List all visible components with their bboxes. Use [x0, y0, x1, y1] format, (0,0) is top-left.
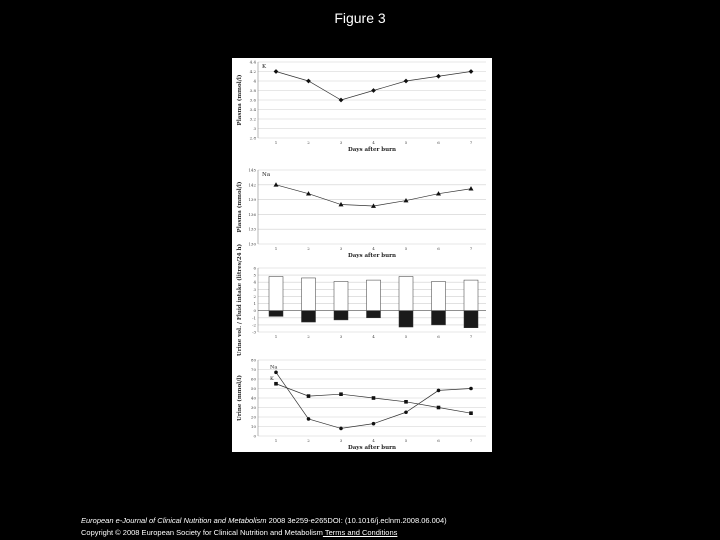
y-tick-label: 30: [250, 405, 256, 410]
x-axis-title: Days after burn: [347, 253, 397, 259]
data-point-circle: [372, 422, 376, 426]
y-tick-label: 3.8: [249, 88, 256, 93]
data-point-diamond: [469, 69, 474, 74]
figure-panel: [232, 58, 492, 452]
y-tick-label: -3: [252, 329, 256, 335]
y-tick-label: 136: [248, 211, 256, 217]
x-tick-label: 3: [339, 140, 343, 145]
y-tick-label: 70: [250, 367, 256, 372]
y-tick-label: 50: [250, 386, 256, 391]
x-tick-label: 3: [339, 246, 343, 251]
bar: [367, 311, 381, 318]
figure-caption: [81, 516, 447, 525]
y-tick-label: 3.6: [249, 97, 256, 103]
bar: [367, 280, 381, 311]
copyright-line: [81, 528, 397, 537]
x-axis-title: Days after burn: [347, 147, 397, 153]
data-point-circle: [274, 371, 278, 375]
citation-text: 2008 3e259-e265DOI: (10.1016/j.eclnm.2008.06.004): [266, 516, 447, 525]
x-tick-label: 7: [469, 334, 473, 339]
figure-charts: [232, 58, 492, 452]
x-tick-label: 4: [372, 246, 375, 251]
bar: [269, 311, 283, 317]
y-axis-title: Plasma (mmol/l): [237, 74, 243, 126]
data-point-circle: [437, 389, 441, 393]
x-tick-label: 1: [274, 140, 278, 145]
data-point-diamond: [436, 74, 441, 79]
series-line: [276, 372, 471, 428]
bar: [334, 311, 348, 320]
x-tick-label: 5: [404, 438, 408, 443]
bar: [302, 311, 316, 322]
x-tick-label: 3: [339, 334, 343, 339]
bar: [464, 311, 478, 328]
x-tick-label: 2: [307, 438, 310, 443]
y-axis-title: Urine (mmol/l): [237, 375, 243, 421]
x-tick-label: 6: [437, 438, 440, 443]
series-label: Na: [270, 364, 278, 371]
data-point-circle: [469, 387, 473, 391]
x-tick-label: 2: [307, 334, 310, 339]
x-tick-label: 5: [404, 140, 408, 145]
x-tick-label: 6: [437, 140, 440, 145]
journal-name: European e-Journal of Clinical Nutrition and Metabolism: [81, 516, 267, 525]
y-tick-label: 3: [253, 126, 256, 131]
x-tick-label: 1: [274, 438, 278, 443]
bar: [399, 277, 413, 311]
x-tick-label: 7: [469, 246, 473, 251]
data-point-square: [469, 411, 473, 415]
data-point-circle: [307, 417, 311, 421]
x-tick-label: 5: [404, 246, 408, 251]
data-point-triangle: [274, 182, 279, 186]
y-axis-title: Urine vol. / Fluid intake (litres/24 h): [237, 243, 243, 357]
data-point-square: [372, 396, 376, 400]
y-tick-label: 142: [248, 182, 256, 188]
x-tick-label: 6: [437, 334, 440, 339]
y-tick-label: 3.2: [249, 116, 256, 122]
y-tick-label: 4.2: [249, 69, 256, 74]
y-tick-label: 133: [248, 226, 256, 232]
y-tick-label: -1: [252, 315, 256, 321]
y-tick-label: 60: [250, 376, 256, 382]
y-tick-label: 2.8: [249, 135, 256, 141]
y-tick-label: 80: [250, 357, 256, 363]
x-tick-label: 3: [339, 438, 343, 443]
data-point-square: [307, 394, 311, 398]
bar: [464, 280, 478, 311]
data-point-diamond: [339, 98, 344, 103]
x-tick-label: 4: [372, 140, 375, 145]
data-point-diamond: [371, 88, 376, 93]
bar: [432, 311, 446, 325]
panel-label: Na: [262, 172, 271, 178]
data-point-diamond: [404, 79, 409, 84]
y-tick-label: 40: [250, 395, 256, 401]
data-point-square: [404, 400, 408, 404]
x-tick-label: 6: [437, 246, 440, 251]
y-tick-label: 3: [253, 286, 256, 292]
y-tick-label: 4: [253, 78, 256, 84]
y-tick-label: 20: [250, 414, 256, 420]
x-tick-label: 7: [469, 438, 473, 443]
x-tick-label: 2: [307, 140, 310, 145]
y-tick-label: 145: [248, 167, 256, 173]
x-tick-label: 5: [404, 334, 408, 339]
y-tick-label: 2: [253, 293, 256, 299]
bar: [302, 278, 316, 311]
x-tick-label: 1: [274, 334, 278, 339]
y-tick-label: 0: [253, 308, 256, 314]
data-point-diamond: [306, 79, 311, 84]
data-point-square: [339, 392, 343, 396]
y-tick-label: 139: [248, 197, 256, 203]
x-tick-label: 1: [274, 246, 278, 251]
series-line: [276, 185, 471, 206]
y-tick-label: 3.4: [249, 107, 256, 112]
data-point-circle: [339, 427, 343, 431]
y-tick-label: 5: [253, 272, 256, 278]
data-point-circle: [404, 410, 408, 414]
y-axis-title: Plasma (mmol/l): [237, 181, 243, 233]
x-tick-label: 4: [372, 438, 375, 443]
y-tick-label: 1: [253, 301, 256, 307]
bar: [432, 282, 446, 311]
data-point-square: [274, 382, 278, 386]
y-tick-label: 4.4: [249, 59, 256, 65]
y-tick-label: 10: [250, 424, 256, 429]
bar: [269, 277, 283, 311]
data-point-triangle: [469, 186, 474, 190]
data-point-square: [437, 406, 441, 410]
y-tick-label: -2: [252, 322, 256, 328]
series-line: [276, 72, 471, 101]
x-tick-label: 7: [469, 140, 473, 145]
data-point-diamond: [274, 69, 279, 74]
bar: [334, 282, 348, 311]
panel-label: K: [262, 64, 267, 70]
y-tick-label: 0: [253, 433, 256, 439]
y-tick-label: 6: [253, 265, 256, 271]
x-tick-label: 2: [307, 246, 310, 251]
copyright-text: Copyright © 2008 European Society for Clinical Nutrition and Metabolism: [81, 528, 323, 537]
figure-title: Figure 3: [334, 10, 386, 26]
bar: [399, 311, 413, 327]
x-tick-label: 4: [372, 334, 375, 339]
series-label: K: [270, 375, 274, 382]
terms-and-conditions-link[interactable]: Terms and Conditions: [322, 528, 398, 537]
y-tick-label: 130: [248, 241, 256, 247]
y-tick-label: 4: [253, 279, 256, 285]
x-axis-title: Days after burn: [347, 445, 397, 451]
